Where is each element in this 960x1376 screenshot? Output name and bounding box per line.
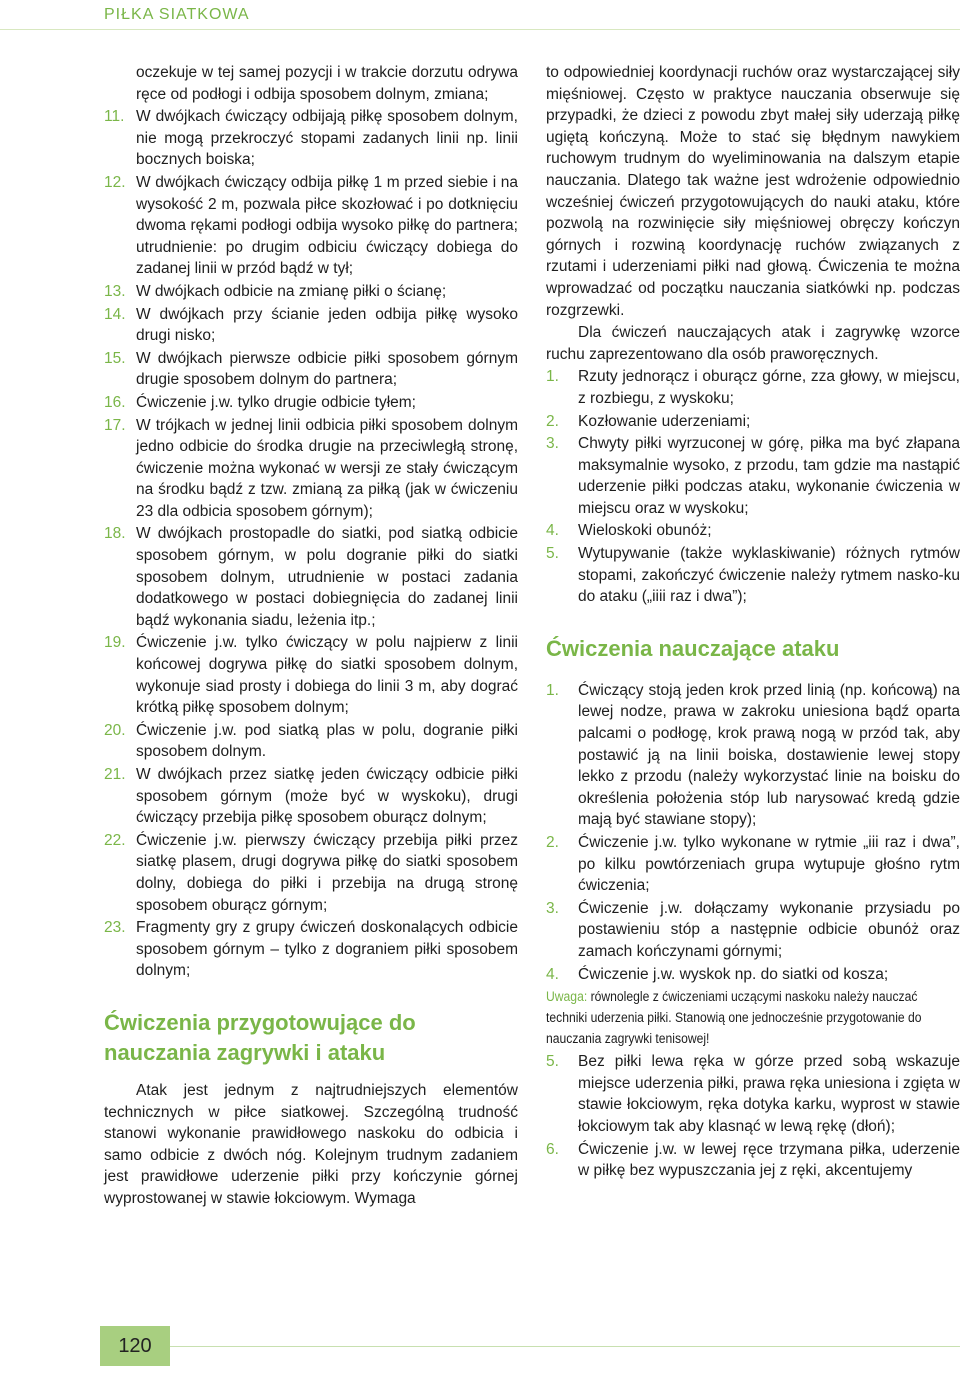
list-item [546,964,960,986]
paragraph-intro: to odpowiedniej koordynacji ruchów oraz wystarczającej siły mięśniowej. Często w praktyce nauczania obserwuje się przypadki, że dzieci z powodu zbyt małej siły uderzają piłkę ugiętą kończyną. Może to stać się błędnym nawykiem ruchowym trudnym do wyeliminowania na dalszym etapie nauczania. Dlatego tak ważne jest wdrożenie odpowiednio wcześniej ćwiczeń przygotowujących do nauki ataku, które pozwolą na rozwinięcie siły mięśniowej obręczy kończyn górnych i rozwiną koordynację ruchów związanych z rzutami i uderzeniami piłki nad głową. Ćwiczenia te można wprowadzać od początku nauczania siatkówki np. podczas rozgrzewki. [546,64,960,319]
list-item [104,304,518,347]
list-item-number: 21. [104,766,126,783]
list-item-text: Ćwiczący stoją jeden krok przed linią (np. końcową) na lewej nodze, prawa w zakroku uniesiona bądź oparta palcami o podłogę, krok prawą nogą w przód tak, aby postawić ją na linii boiska, dostawienie lewej stopy lekko z przodu (należy wykorzystać linie na boisku do określenia położenia stóp lub narysować kredą gdzie mają być stawiane stopy); [578,681,960,829]
list-item [104,348,518,391]
list-item-text: Ćwiczenie j.w. pierwszy ćwiczący przebija piłki przez siatkę plasem, drugi dogrywa piłkę do siatki sposobem dolny, dobiega do piłki i przebija na drugą stronę sposobem oburącz górnym; [136,831,518,914]
header-bar [0,0,960,30]
list-item-number: 15. [104,349,126,367]
list-item [104,281,518,303]
list-item-text: Rzuty jednorącz i oburącz górne, zza głowy, w miejscu, z rozbiegu, z wyskoku; [578,368,960,407]
list-item-number: 14. [104,305,126,323]
list-item-number: 18. [104,525,126,543]
list-item-number: 3. [546,899,559,917]
list-item-number: 5. [546,1053,559,1071]
page-number: 120 [118,1334,152,1357]
list-item-number: 11. [104,108,125,126]
list-item-text: Fragmenty gry z grupy ćwiczeń doskonalących odbicie sposobem górnym – tylko z dograniem piłki sposobem dolnym; [136,919,518,980]
list-item [546,680,960,831]
list-item-text: Ćwiczenie j.w. tylko wykonane w rytmie „iii raz i dwa”, po kilku powtórzeniach grupa wytupuje głośno rytm ćwiczenia; [578,834,960,895]
list-item [546,411,960,433]
list-item [546,1051,960,1137]
list-item-text: Chwyty piłki wyrzuconej w górę, piłka ma być złapana maksymalnie wysoko, z przodu, tam gdzie ma nastąpić uderzenie piłki podczas ataku, wykonanie ćwiczenia w miejscu oraz w wyskoku; [578,435,960,517]
list-item [104,720,518,763]
continued-text: oczekuje w tej samej pozycji i w trakcie dorzutu odrywa ręce od podłogi i odbija sposobem dolnym, zmiana; [136,64,518,103]
exercise-list-attack [546,680,960,985]
left-column [104,62,518,1211]
exercise-list-preparatory [546,366,960,608]
list-item-text: W trójkach w jednej linii odbicia piłki sposobem dolnym jedno odbicie do środka drugie na przeciwległą stronę, ćwiczenie można wykonać w wersji ze stały ćwiczącym na środku bądź z tzw. zmianą za piłką (jak w ćwiczeniu 23 dla odbicia sposobem górnym); [136,416,518,520]
list-item-text: W dwójkach pierwsze odbicie piłki sposobem górnym drugie sposobem dolnym do partnera; [136,349,518,389]
list-item-number: 19. [104,634,126,652]
note-label: Uwaga: [546,989,588,1005]
list-item [546,898,960,963]
list-item-text: Ćwiczenie j.w. tylko drugie odbicie tyłem; [136,393,416,411]
exercise-list-left [104,106,518,982]
list-item-text: Wytupywanie (także wyklaskiwanie) różnych rytmów stopami, zakończyć ćwiczenie należy rytmem nasko-ku do ataku („iiii raz i dwa”); [578,545,960,606]
list-item [546,520,960,542]
list-item-number: 6. [546,1140,559,1158]
list-item-number: 13. [104,282,126,300]
list-item-number: 3. [546,435,559,453]
list-item-number: 16. [104,393,126,411]
list-item-text: Bez piłki lewa ręka w górze przed sobą wskazuje miejsce uderzenia piłki, prawa ręka uniesiona i zgięta w stawie łokciowym, ręka dotyka karku, wyprost w stawie łokciowym tak aby klasnąć w lewą rękę (dłoń); [578,1053,960,1135]
footer-divider [170,1346,960,1347]
list-item [104,917,518,982]
list-item-number: 5. [546,545,559,563]
list-item [104,830,518,916]
list-item [104,106,518,171]
list-item [546,366,960,409]
list-item-text: Ćwiczenie j.w. dołączamy wykonanie przysiadu po postawieniu stóp a następnie odbicie obunóż oraz zamach kończynami górnymi; [578,899,960,960]
list-item-number: 1. [546,681,559,699]
section-heading-attack: Ćwiczenia nauczające ataku [546,635,840,661]
list-item [546,1139,960,1182]
list-item-number: 17. [104,416,126,434]
list-item [104,392,518,414]
list-item [104,523,518,631]
list-item-text: Ćwiczenie j.w. pod siatką plas w polu, dogranie piłki sposobem dolnym. [136,721,518,761]
list-item [546,832,960,897]
note-text: równolegle z ćwiczeniami uczącymi naskoku należy nauczać techniki uderzenia piłki. Stanowią one jednocześnie przygotowanie do nauczania zagrywki tenisowej! [546,989,922,1047]
list-item-text: Ćwiczenie j.w. w lewej ręce trzymana piłka, uderzenie w piłkę bez wypuszczania jej z ręki, akcentujemy [578,1140,960,1180]
list-item-number: 4. [546,965,559,983]
list-item-number: 12. [104,173,126,191]
list-item-text: W dwójkach przy ścianie jeden odbija piłkę wysoko drugi nisko; [136,305,518,345]
running-header-title: PIŁKA SIATKOWA [104,6,250,23]
section-heading-preparatory: Ćwiczenia przygotowujące do nauczania zagrywki i ataku [104,1009,416,1065]
list-item-number: 20. [104,721,126,739]
list-item [546,543,960,608]
list-item-text: Wieloskoki obunóż; [578,522,712,540]
list-item [104,632,518,718]
list-item-number: 1. [546,368,559,386]
list-item [104,172,518,280]
exercise-list-attack-continued [546,1051,960,1182]
list-item-number: 23. [104,919,126,937]
page-number-box [100,1326,170,1366]
paragraph-right-handed: Dla ćwiczeń nauczających atak i zagrywkę wzorce ruchu zaprezentowano dla osób praworęcznych. [546,324,960,363]
list-item-text: Ćwiczenie j.w. wyskok np. do siatki od kosza; [578,965,889,983]
list-item-text: W dwójkach prostopadle do siatki, pod siatką odbicie sposobem górnym, w polu dogranie piłki do siatki sposobem dolnym, utrudnienie w postaci zadania dodatkowego w postaci dobiegnięcia do zadanej linii bądź wykonania siadu, leżenia itp.; [136,525,518,629]
list-item-text: W dwójkach przez siatkę jeden ćwiczący odbicie piłki sposobem górnym (może być w wyskoku), drugi ćwiczący przebija piłkę sposobem oburącz dolnym; [136,766,518,827]
list-item-number: 2. [546,412,559,430]
list-item-text: W dwójkach odbicie na zmianę piłki o ścianę; [136,282,447,300]
list-item-text: W dwójkach ćwiczący odbijają piłkę sposobem dolnym, nie mogą przekroczyć stopami zadanych linii np. linii bocznych boiska; [136,108,518,169]
section-paragraph: Atak jest jednym z najtrudniejszych elementów technicznych w piłce siatkowej. Szczególną trudność stanowi wykonanie prawidłowego naskoku do odbicia i samo odbicie z dwóch nóg. Kolejnym trudnym zadaniem jest prawidłowe uderzenie piłki przy kończynie górnej wyprostowanej w stawie łokciowym. Wymaga [104,1081,518,1207]
list-item [104,764,518,829]
list-item [546,433,960,519]
list-item [104,415,518,523]
list-item-text: Ćwiczenie j.w. tylko ćwiczący w polu najpierw z linii końcowej dogrywa piłkę do siatki sposobem dolnym, wykonuje siad prosty i dobiega do linii 3 m, aby dograć krótką piłkę sposobem dolnym; [136,634,518,717]
list-item-number: 2. [546,834,559,851]
list-item-text: W dwójkach ćwiczący odbija piłkę 1 m przed siebie i na wysokość 2 m, pozwala piłce skozłować i po dotknięciu dwoma rękami podłogi odbija wysoko piłkę do partnera; utrudnienie: po drugim odbiciu ćwiczący dobiega do zadanej linii w przód bądź w tył; [136,173,518,278]
right-column [546,62,960,1183]
note [546,986,960,1049]
list-item-text: Kozłowanie uderzeniami; [578,412,751,430]
list-item-number: 22. [104,831,126,849]
list-item-number: 4. [546,522,559,540]
